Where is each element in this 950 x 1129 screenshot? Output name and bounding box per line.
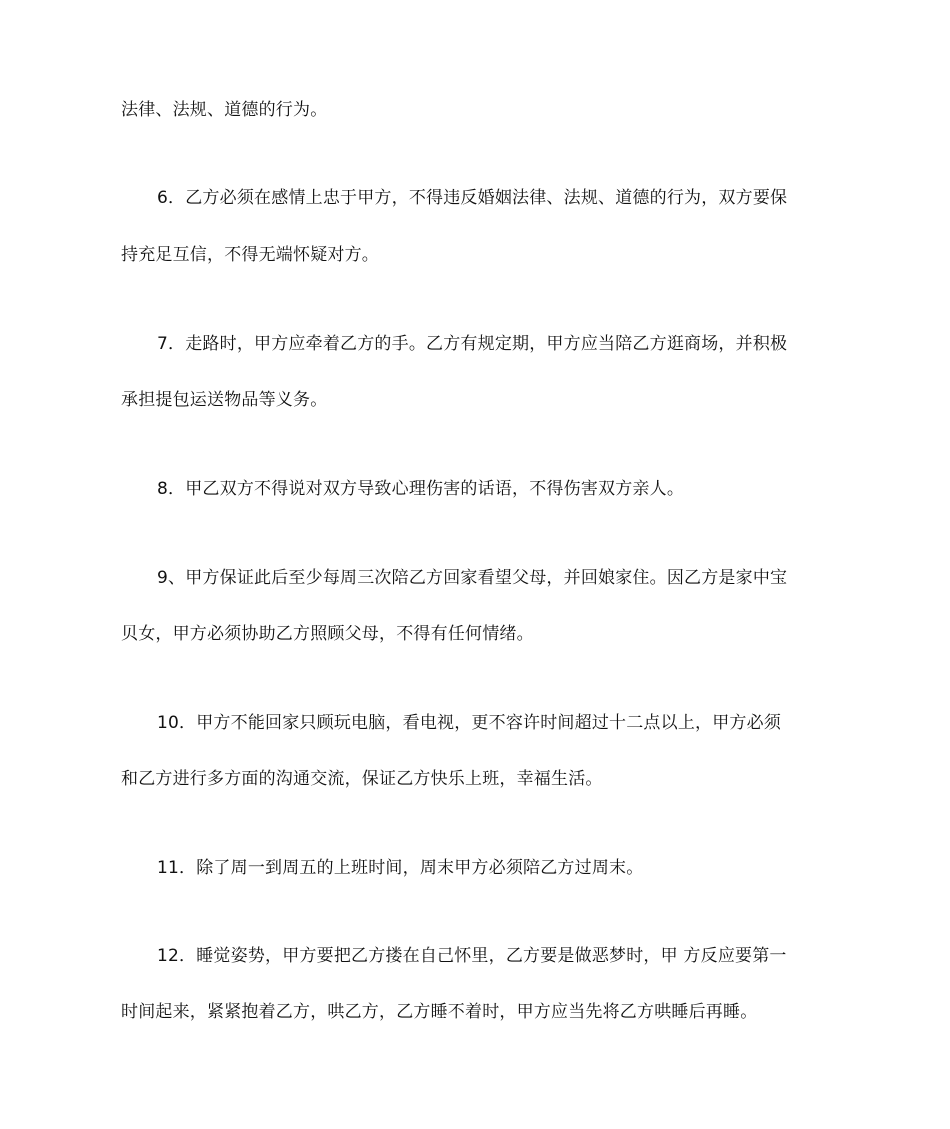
clause-12-line-1: 12．睡觉姿势，甲方要把乙方搂在自己怀里，乙方要是做恶梦时，甲 方反应要第一 bbox=[157, 946, 787, 966]
clause-11-line-1: 11．除了周一到周五的上班时间，周末甲方必须陪乙方过周末。 bbox=[157, 858, 644, 878]
clause-7-line-1: 7．走路时，甲方应牵着乙方的手。乙方有规定期，甲方应当陪乙方逛商场，并积极 bbox=[157, 334, 788, 354]
clause-10-line-1: 10．甲方不能回家只顾玩电脑，看电视，更不容许时间超过十二点以上，甲方必须 bbox=[157, 713, 782, 733]
clause-10-line-2: 和乙方进行多方面的沟通交流，保证乙方快乐上班，幸福生活。 bbox=[121, 769, 603, 789]
clause-6-line-2: 持充足互信，不得无端怀疑对方。 bbox=[121, 245, 379, 265]
clause-9-line-1: 9、甲方保证此后至少每周三次陪乙方回家看望父母，并回娘家住。因乙方是家中宝 bbox=[157, 568, 788, 588]
clause-7-line-2: 承担提包运送物品等义务。 bbox=[121, 390, 328, 410]
clause-6-line-1: 6．乙方必须在感情上忠于甲方，不得违反婚姻法律、法规、道德的行为，双方要保 bbox=[157, 188, 788, 208]
clause-12-line-2: 时间起来，紧紧抱着乙方，哄乙方，乙方睡不着时，甲方应当先将乙方哄睡后再睡。 bbox=[121, 1002, 758, 1022]
text-line: 法律、法规、道德的行为。 bbox=[121, 100, 328, 120]
clause-8-line-1: 8．甲乙双方不得说对双方导致心理伤害的话语，不得伤害双方亲人。 bbox=[157, 479, 685, 499]
clause-9-line-2: 贝女，甲方必须协助乙方照顾父母，不得有任何情绪。 bbox=[121, 624, 534, 644]
